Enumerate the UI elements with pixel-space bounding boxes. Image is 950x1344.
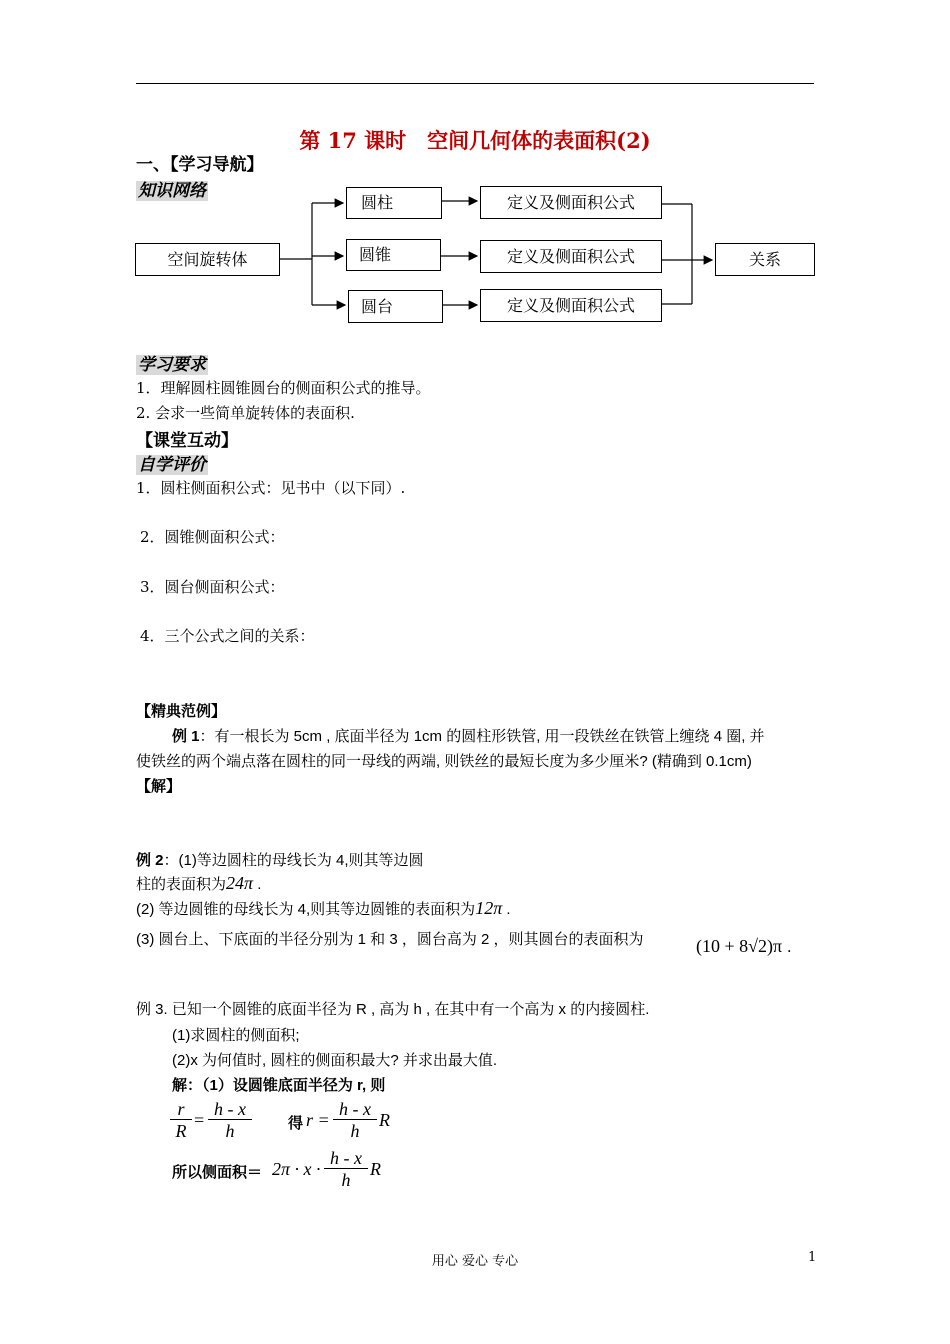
example-2-answer-2: 12π	[475, 898, 503, 918]
example-2-line-3: (2) 等边圆锥的母线长为 4,则其等边圆锥的表面积为	[136, 901, 476, 918]
fraction-r-over-R: $\frac{r}{R}$	[170, 1099, 192, 1142]
example-2-answer-3: (10 + 8√2)π	[696, 936, 783, 956]
example-2-answer-1: 24π	[226, 873, 254, 893]
example-1-label: 例 1	[172, 728, 200, 745]
diagram-cone-box: 圆锥	[346, 239, 441, 271]
diagram-formula-box-1: 定义及侧面积公式	[480, 186, 662, 219]
example-2-line-4: (3) 圆台上、下底面的半径分别为 1 和 3 ，圆台高为 2 ，则其圆台的表面积为	[136, 931, 644, 948]
diagram-frustum-box: 圆台	[348, 290, 443, 323]
example-2-label: 例 2	[136, 852, 164, 869]
self-eval-item-3: 3．圆台侧面积公式：	[140, 578, 285, 596]
equals-sign-1: =	[194, 1110, 205, 1130]
radius-R: R	[379, 1110, 390, 1130]
diagram-root-box: 空间旋转体	[135, 243, 280, 276]
diagram-cylinder-box: 圆柱	[346, 187, 442, 219]
label-requirements: 学习要求	[138, 355, 206, 375]
diagram-formula-box-3: 定义及侧面积公式	[480, 289, 662, 322]
diagram-formula-box-2: 定义及侧面积公式	[480, 240, 662, 273]
section-heading-classroom: 【课堂互动】	[136, 431, 238, 451]
example-3-question-2: (2)x 为何值时, 圆柱的侧面积最大? 并求出最大值.	[172, 1052, 498, 1069]
get-label: 得	[288, 1115, 304, 1132]
lateral-area-expression: 2π · x ·	[272, 1159, 321, 1179]
page-footer: 用心 爱心 专心	[431, 1254, 519, 1269]
solution-label: 【解】	[136, 778, 182, 795]
section-heading-guide: 一、【学习导航】	[136, 155, 264, 175]
examples-heading: 【精典范例】	[136, 703, 227, 720]
fraction-h-minus-x-over-h-3: $\frac{h - x}{h}$	[324, 1148, 368, 1191]
requirement-item-2: 2. 会求一些简单旋转体的表面积.	[136, 404, 355, 422]
example-1-text-line-2: 使铁丝的两个端点落在圆柱的同一母线的两端, 则铁丝的最短长度为多少厘米? (精确到 0.1cm)	[136, 753, 752, 770]
self-eval-item-4: 4．三个公式之间的关系：	[140, 627, 315, 645]
r-equals: r =	[306, 1110, 330, 1130]
lateral-area-label: 所以侧面积＝	[172, 1164, 263, 1181]
example-3-line-1: 例 3. 已知一个圆锥的底面半径为 R , 高为 h , 在其中有一个高为 x 的内接圆柱.	[136, 1001, 650, 1018]
self-eval-item-2: 2．圆锥侧面积公式：	[140, 528, 285, 546]
example-2-line-1: ：(1)等边圆柱的母线长为 4,则其等边圆	[163, 852, 424, 869]
label-self-eval: 自学评价	[138, 455, 206, 475]
example-3-question-1: (1)求圆柱的侧面积;	[172, 1027, 300, 1044]
lateral-area-R: R	[370, 1159, 381, 1179]
fraction-h-minus-x-over-h-2: $\frac{h - x}{h}$	[333, 1099, 377, 1142]
page-number: 1	[808, 1250, 817, 1265]
label-knowledge-network: 知识网络	[138, 181, 206, 201]
requirement-item-1: 1．理解圆柱圆锥圆台的侧面积公式的推导。	[136, 379, 431, 397]
self-eval-item-1: 1．圆柱侧面积公式：见书中（以下同）.	[136, 479, 406, 497]
example-2-line-2: 柱的表面积为	[136, 876, 227, 893]
diagram-connectors	[0, 0, 950, 340]
fraction-h-minus-x-over-h-1: $\frac{h - x}{h}$	[208, 1099, 252, 1142]
example-1-text-line-1: ：有一根长为 5cm , 底面半径为 1cm 的圆柱形铁管, 用一段铁丝在铁管上缠绕 4 圈, 并	[199, 728, 765, 745]
diagram-relation-box: 关系	[715, 243, 815, 276]
example-3-solution: 解：（1）设圆锥底面半径为 r, 则	[172, 1077, 386, 1094]
page-title: 第 17 课时 空间几何体的表面积(2)	[299, 128, 651, 153]
